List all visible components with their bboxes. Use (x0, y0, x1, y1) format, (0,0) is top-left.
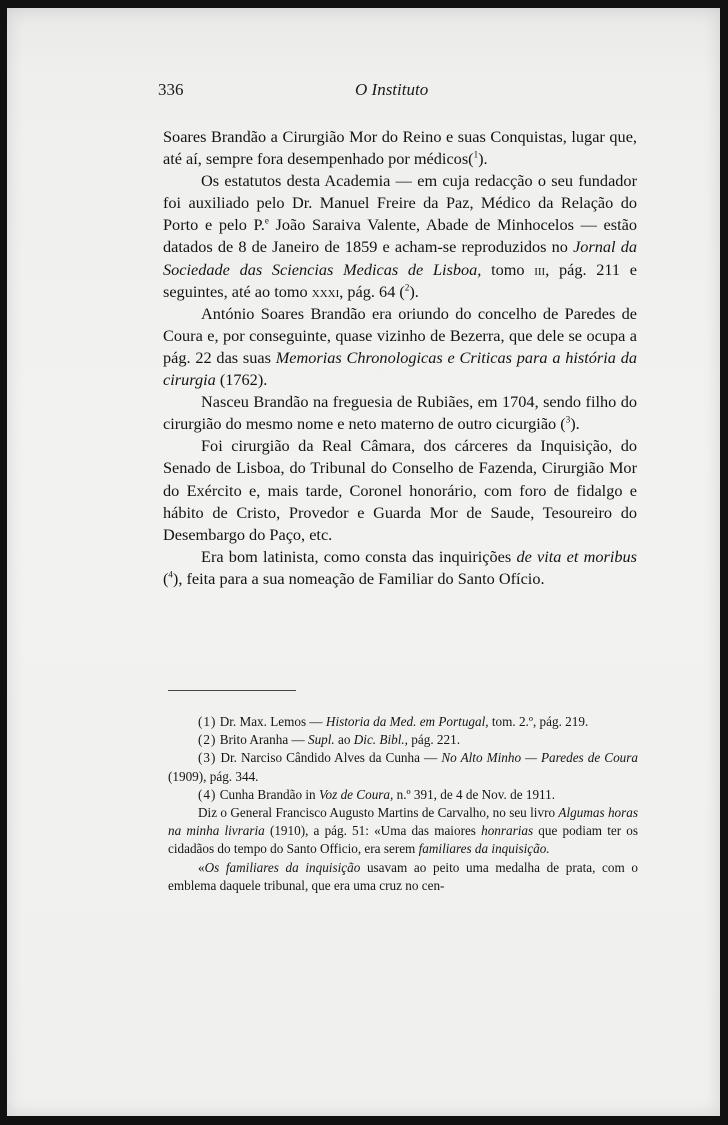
paragraph-5: Foi cirurgião da Real Câmara, dos cárceres da Inquisição, do Senado de Lisboa, do Tribunal do Conselho de Fazenda, Cirurgião Mor do Exército e, mais tarde, Coronel honorário, com foro de fidalgo e hábito de Cristo, Provedor e Guarda Mor de Saude, Tesoureiro do Desembargo do Paço, etc. (163, 436, 637, 544)
paragraph-1: Soares Brandão a Cirurgião Mor do Reino e suas Conquistas, lugar que, até aí, sempre fora desempenhado por médicos($^1$). (163, 127, 637, 169)
page-header (158, 80, 628, 104)
footnotes (168, 713, 638, 895)
footnote-divider (168, 690, 296, 691)
footnote-continuation-1: Diz o General Francisco Augusto Martins de Carvalho, no seu livro Algumas horas na minha livraria (1910), a pág. 51: «Uma das maiores honrarias que podiam ter os cidadãos do tempo do Santo Officio, era serem familiares da inquisição. (168, 805, 639, 857)
footnote-4: (4) Cunha Brandão in Voz de Coura, n.º 391, de 4 de Nov. de 1911. (198, 786, 556, 802)
footnote-2: (2) Brito Aranha — Supl. ao Dic. Bibl., pág. 221. (198, 732, 460, 748)
paragraph-3: António Soares Brandão era oriundo do concelho de Paredes de Coura e, por conseguinte, quase vizinho de Bezerra, que dele se ocupa a pág. 22 das suas Memorias Chronologicas e Criticas para a história da cirurgia (1762). (163, 303, 637, 390)
paragraph-6: Era bom latinista, como consta das inquirições de vita et moribus ($^4$), feita para a sua nomeação de Familiar do Santo Ofício. (163, 546, 637, 588)
paragraph-2: Os estatutos desta Academia — em cuja redacção o seu fundador foi auxiliado pelo Dr. Manuel Freire da Paz, Médico da Relação do Porto e pelo P.$^e$ João Saraiva Valente, Abade de Minhocelos — estão datados de 8 de Janeiro de 1859 e acham-se reproduzidos no Jornal da Sociedade das Sciencias Medicas de Lisboa, tomo iii, pág. 211 e seguintes, até ao tomo xxxi, pág. 64 ($^2$). (163, 171, 637, 301)
body-text (163, 126, 637, 590)
page-number: 336 (158, 80, 184, 99)
paragraph-4: Nasceu Brandão na freguesia de Rubiães, em 1704, sendo filho do cirurgião do mesmo nome e neto materno de outro cicurgião ($^3$). (163, 392, 637, 434)
footnote-continuation-2: «Os familiares da inquisição usavam ao peito uma medalha de prata, com o emblema daquele tribunal, que era uma cruz no cen- (168, 859, 638, 893)
footnote-3: (3) Dr. Narciso Cândido Alves da Cunha — No Alto Minho — Paredes de Coura (1909), pág. 344. (168, 750, 638, 784)
running-title: O Instituto (355, 80, 429, 99)
footnote-1: (1) Dr. Max. Lemos — Historia da Med. em Portugal, tom. 2.º, pág. 219. (198, 714, 589, 729)
